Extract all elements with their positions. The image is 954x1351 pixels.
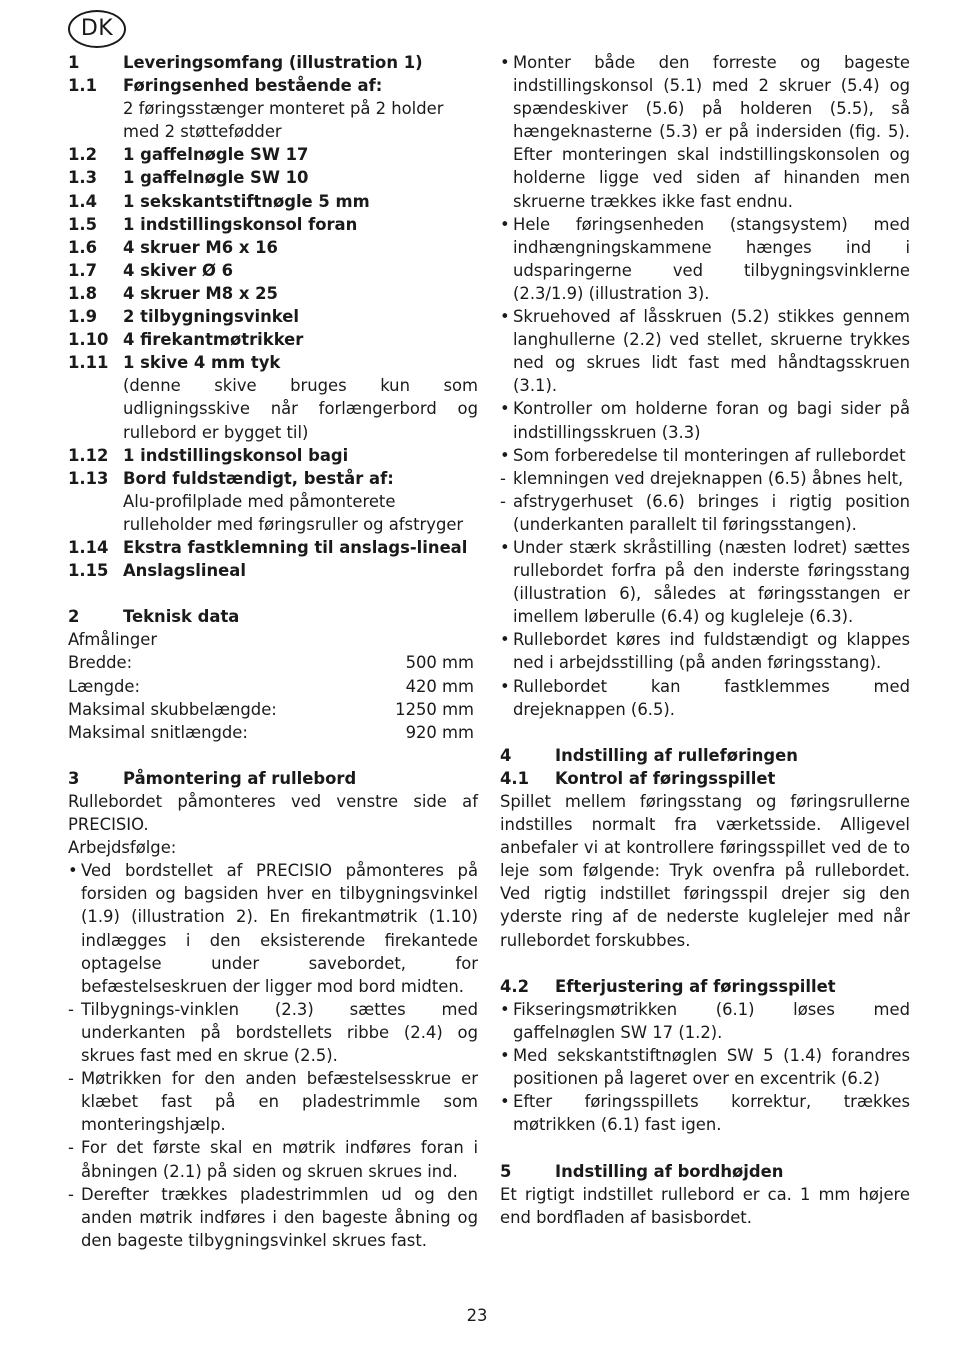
bullet-item: • Som forberedelse til monteringen af rullebordet (500, 445, 906, 465)
bullet-item: - For det første skal en møtrik indføres foran i åbningen (2.1) på siden og skruen skrues ind. (68, 1138, 478, 1181)
bullet-item: - Tilbygnings-vinklen (2.3) sættes med underkanten på bordstellets ribbe (2.4) og skrues fast med en skrue (2.5). (68, 999, 478, 1066)
section-heading: 1 Leveringsomfang (illustration 1) (68, 53, 423, 72)
spec-row: Maksimal snitlængde: 920 mm (68, 722, 474, 742)
list-item: 1.7 4 skiver Ø 6 (68, 260, 234, 280)
list-item: 1.8 4 skruer M8 x 25 (68, 283, 278, 303)
list-item-note: (denne skive bruges kun som udligningsskive når forlængerbord og rullebord er bygget til) (123, 376, 478, 442)
bullet-item: • Fikseringsmøtrikken (6.1) løses med gaffelnøglen SW 17 (1.2). (500, 999, 910, 1042)
paragraph: Rullebordet påmonteres ved venstre side af PRECISIO. (68, 792, 478, 835)
section-heading: 3 Påmontering af rullebord (68, 768, 357, 788)
list-item: 1.5 1 indstillingskonsol foran (68, 214, 358, 234)
list-item: 1.13 Bord fuldstændigt, består af: (68, 468, 394, 488)
list-item: 1.11 1 skive 4 mm tyk (68, 353, 281, 373)
list-item: 1.4 1 sekskantstiftnøgle 5 mm (68, 191, 370, 211)
spec-row: Længde: 420 mm (68, 676, 474, 696)
bullet-item: - klemningen ved drejeknappen (6.5) åbnes helt, (500, 468, 904, 488)
list-item: 1.3 1 gaffelnøgle SW 10 (68, 168, 309, 188)
specs-subtitle: Afmålinger (68, 630, 158, 650)
paragraph: Spillet mellem føringsstang og føringsrullerne indstilles normalt fra værketsside. Alligevel anbefaler vi at kontrollere føringsspillet ved de to leje som følgende: Tryk ovenfra på rullebordet. Ved rigtig indstillet føringsspil drejer sig den yderste ring af de nederste kuglelejer med når rullebordet forskubbes. (500, 792, 910, 950)
bullet-item: • Hele føringsenheden (stangsystem) med indhængningskammene hænges ind i udsparingerne ved tilbygningsvinklerne (2.3/1.9) (illustration 3). (500, 214, 910, 303)
bullet-item: - Derefter trækkes pladestrimmlen ud og den anden møtrik indføres i den bageste åbning og den bageste tilbygningsvinkel skrues fast. (68, 1184, 478, 1250)
subsection-text: 2 føringsstænger monteret på 2 holder med 2 støttefødder (123, 99, 444, 142)
list-item: 1.15 Anslagslineal (68, 561, 246, 581)
bullet-item: • Rullebordet køres ind fuldstændigt og klappes ned i arbejdsstilling (på anden føringsstang). (500, 630, 910, 673)
language-badge: DK (68, 10, 126, 48)
bullet-item: • Efter føringsspillets korrektur, trækkes møtrikken (6.1) fast igen. (500, 1092, 910, 1135)
subsection-heading: 1.1 Føringsenhed bestående af: (68, 76, 383, 96)
subsection-heading: 4.1 Kontrol af føringsspillet (500, 768, 776, 788)
bullet-item: - Møtrikken for den anden befæstelsesskrue er klæbet fast på en pladestrimmle som monteringshjælp. (68, 1069, 478, 1135)
paragraph: Et rigtigt indstillet rullebord er ca. 1 mm højere end bordfladen af basisbordet. (500, 1184, 910, 1227)
subsection-heading: 4.2 Efterjustering af føringsspillet (500, 976, 836, 996)
list-item: 1.10 4 firekantmøtrikker (68, 330, 304, 350)
bullet-item: • Monter både den forreste og bageste indstillingskonsol (5.1) med 2 skruer (5.4) og spændeskiver (5.6) på holderen (5.5), så hængeknasterne (5.3) er på indersiden (fig. 5). Efter monteringen skal indstillingskonsolen og holderne ligge ved siden af hinanden men skruerne trækkes ikke fast endnu. (500, 53, 910, 211)
list-item: 1.6 4 skruer M6 x 16 (68, 237, 278, 257)
right-column (500, 51, 910, 1229)
page-number: 23 (466, 1306, 488, 1325)
section-heading: 2 Teknisk data (68, 607, 240, 627)
list-item: 1.12 1 indstillingskonsol bagi (68, 445, 349, 465)
bullet-item: - afstrygerhuset (6.6) bringes i rigtig position (underkanten parallelt til føringsstangen). (500, 491, 910, 534)
spec-row: Bredde: 500 mm (68, 653, 474, 673)
list-item: 1.14 Ekstra fastklemning til anslags-lineal (68, 537, 468, 557)
section-heading: 5 Indstilling af bordhøjden (500, 1161, 784, 1181)
bullet-item: • Rullebordet kan fastklemmes med drejeknappen (6.5). (500, 676, 910, 719)
paragraph: Arbejdsfølge: (68, 838, 177, 858)
bullet-item: • Med sekskantstiftnøglen SW 5 (1.4) forandres positionen på lageret over en excentrik (6.2) (500, 1046, 910, 1089)
bullet-item: • Ved bordstellet af PRECISIO påmonteres på forsiden og bagsiden hver en tilbygningsvinkel (1.9) (illustration 2). En firekantmøtrik (1.10) indlægges i den eksisterende firekantede optagelse under savebordet, for befæstelseskruen der ligger mod bord midten. (68, 861, 478, 996)
section-heading: 4 Indstilling af rulleføringen (500, 745, 798, 765)
spec-row: Maksimal skubbelængde: 1250 mm (68, 699, 474, 719)
list-item: 1.2 1 gaffelnøgle SW 17 (68, 145, 309, 165)
list-item: 1.9 2 tilbygningsvinkel (68, 307, 299, 327)
left-column (68, 51, 478, 1252)
bullet-item: • Under stærk skråstilling (næsten lodret) sættes rullebordet forfra på den inderste føringsstang (illustration 6), således at føringsstangen er imellem løberulle (6.4) og kugleleje (6.3). (500, 537, 910, 627)
bullet-item: • Kontroller om holderne foran og bagi sider på indstillingsskruen (3.3) (500, 399, 910, 442)
list-item-note: Alu-profilplade med påmonterete rulleholder med føringsruller og afstryger (123, 491, 464, 534)
bullet-item: • Skruehoved af låsskruen (5.2) stikkes gennem langhullerne (2.2) ved stellet, skruerne trykkes ned og skrues lidt fast med håndtagsskruen (3.1). (500, 307, 910, 396)
